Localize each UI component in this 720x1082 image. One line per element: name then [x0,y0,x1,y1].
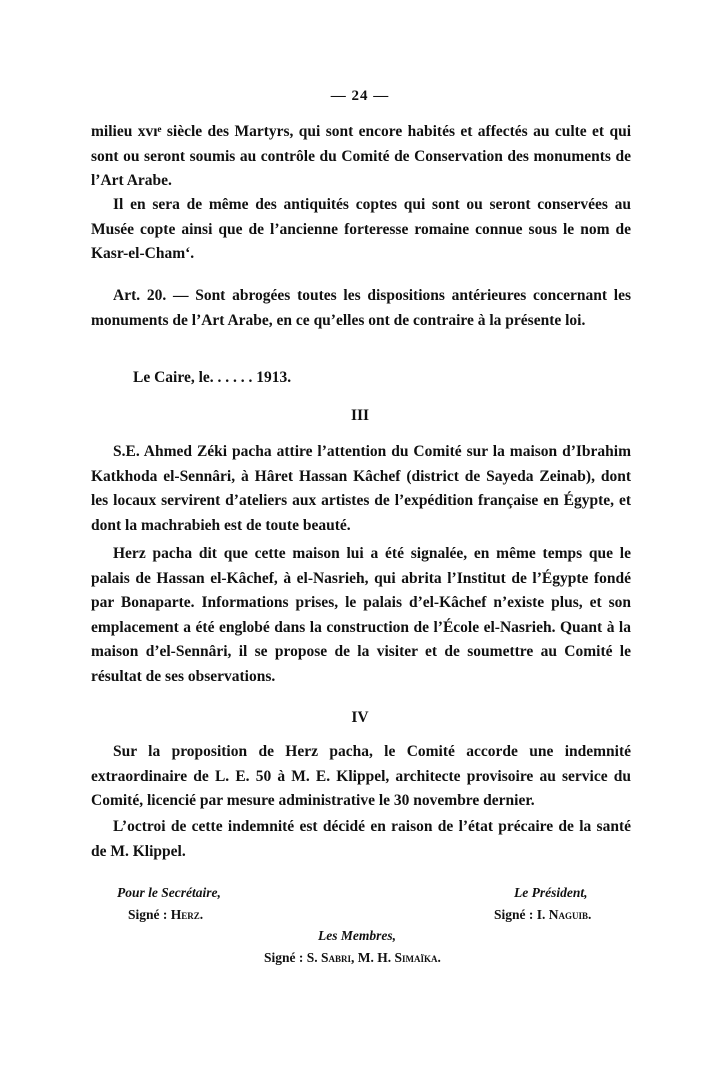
secretary-signature [128,907,203,923]
date-line: Le Caire, le. . . . . . 1913. [133,369,292,386]
paragraph-text: milieu xvıᵉ siècle des Martyrs, qui sont encore habités et affectés au culte et qui sont ou seront soumis au contrôle du Comité de Conservation des monuments de l’Art Arabe. [91,123,631,189]
secretary-name: Herz. [170,907,204,922]
paragraph-article-20 [91,284,631,333]
paragraph-coptic-antiquities [91,193,631,267]
paragraph-text: Il en sera de même des antiquités coptes qui sont ou seront conservées au Musée copte ainsi que de l’ancienne forteresse romaine connue sous le nom de Kasr-el-Cham‘. [91,196,631,262]
members-signature [264,950,441,966]
paragraph-maison-ibrahim [91,440,631,538]
members-title: Les Membres, [318,928,396,943]
member-name-sabri: Sabri [321,950,352,965]
signature-prefix: Signé : I. [494,907,549,922]
secretary-title: Pour le Secrétaire, [117,885,221,900]
paragraph-octroi [91,815,631,864]
signature-prefix: Signé : S. [264,950,322,965]
section-heading-iii: III [350,407,370,424]
page-number: — 24 — [330,88,390,104]
paragraph-text: S.E. Ahmed Zéki pacha attire l’attention du Comité sur la maison d’Ibrahim Katkhoda el-Sennâri, à Hâret Hassan Kâchef (district de Sayeda Zeinab), dont les locaux servirent d’ateliers aux artistes de l’expédition française en Égypte, et dont la machrabieh est de toute beauté. [91,443,631,534]
paragraph-text: Art. 20. — Sont abrogées toutes les dispositions antérieures concernant les monuments de l’Art Arabe, en ce qu’elles ont de contraire à la présente loi. [91,287,631,329]
section-heading-iv: IV [351,709,369,726]
paragraph-indemnite [91,740,631,814]
signature-separator: , M. H. [351,950,395,965]
paragraph-herz-pacha [91,542,631,689]
president-name: Naguib. [548,907,592,922]
president-title: Le Président, [514,885,588,900]
paragraph-text: Herz pacha dit que cette maison lui a été signalée, en même temps que le palais de Hassan el-Kâchef, à el-Nasrieh, qui abrita l’Institut de l’Égypte fondé par Bonaparte. Informations prises, le palais d’el-Kâchef n’existe plus, et son emplacement a été englobé dans la construction de l’École el-Nasrieh. Quant à la maison d’el-Sennâri, il se propose de la visiter et de soumettre au Comité le résultat de ses observations. [91,545,631,685]
president-signature [494,907,591,923]
signature-prefix: Signé : [128,907,171,922]
paragraph-text: L’octroi de cette indemnité est décidé en raison de l’état précaire de la santé de M. Klippel. [91,818,631,860]
paragraph-text: Sur la proposition de Herz pacha, le Comité accorde une indemnité extraordinaire de L. E. 50 à M. E. Klippel, architecte provisoire au service du Comité, licencié par mesure administrative le 30 novembre dernier. [91,743,631,809]
member-name-simaika: Simaïka. [394,950,441,965]
paragraph-continuation [91,120,631,194]
